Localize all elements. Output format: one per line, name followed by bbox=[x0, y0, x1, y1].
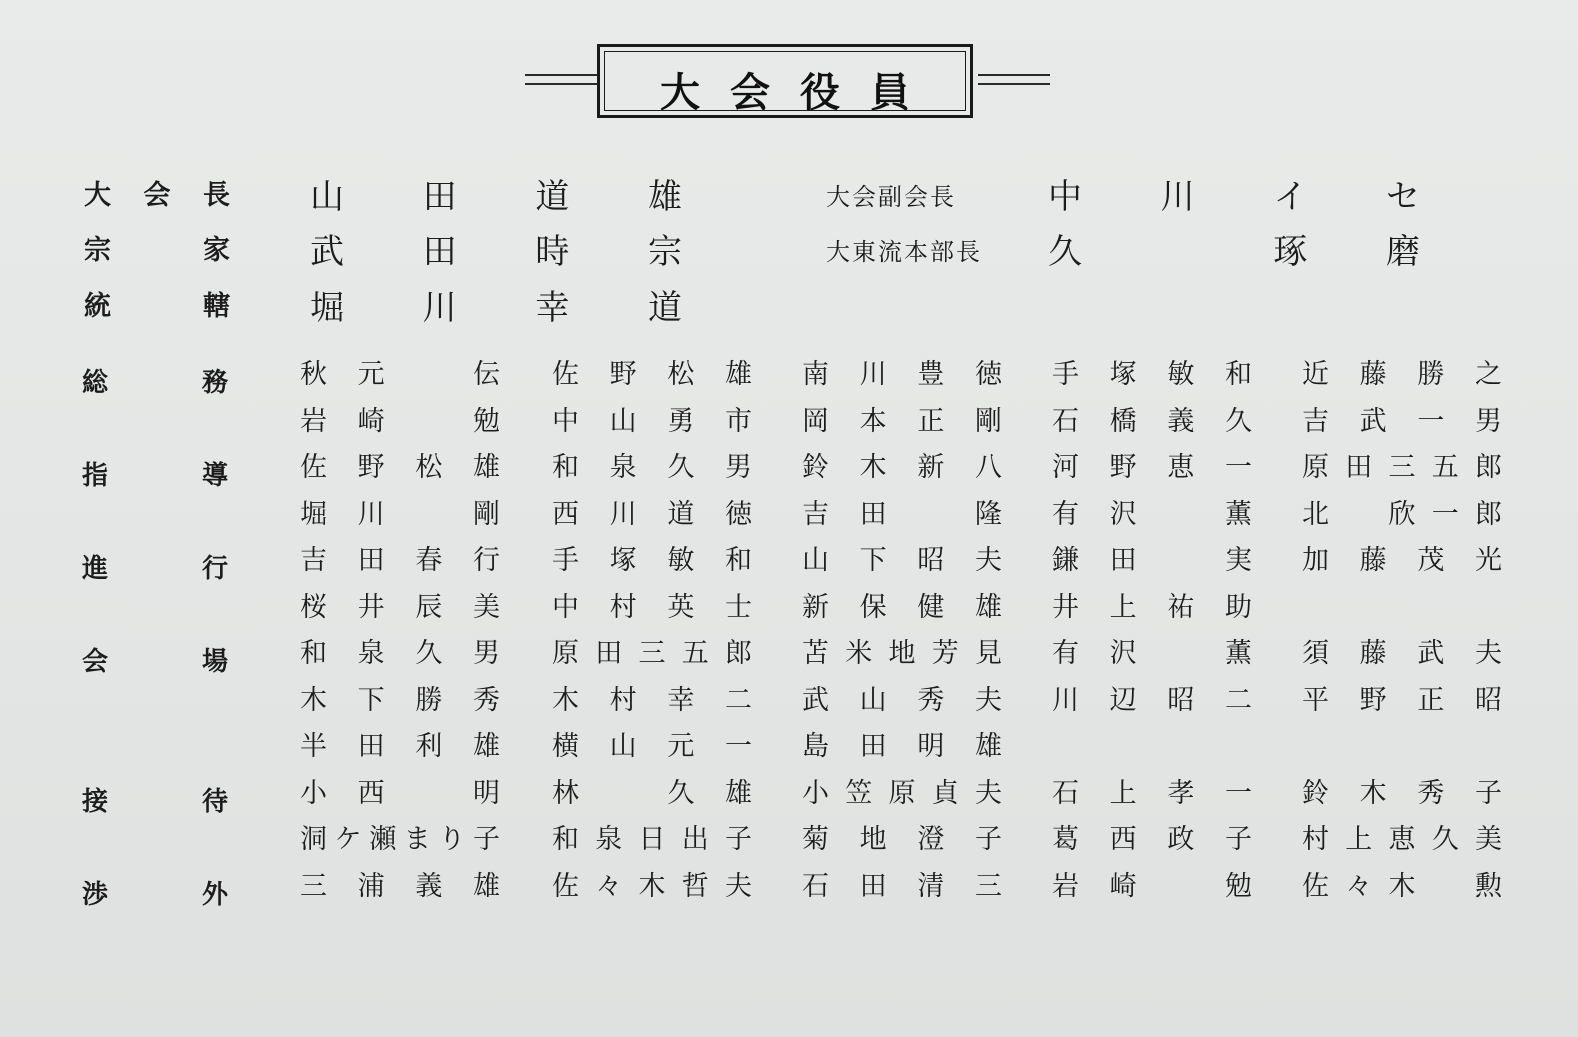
head-subrole-label: 大東流本部長 bbox=[826, 238, 982, 266]
staff-name: 林 久 雄 bbox=[552, 777, 752, 809]
head-role-label: 大 会 長 bbox=[84, 180, 230, 211]
staff-name: 佐 々 木 哲 夫 bbox=[552, 870, 752, 902]
staff-name: 石 橋 義 久 bbox=[1052, 405, 1252, 437]
staff-name: 加 藤 茂 光 bbox=[1302, 545, 1502, 576]
head-name: 山 田 道 雄 bbox=[310, 177, 682, 217]
staff-name: 和 泉 日 出 子 bbox=[552, 824, 752, 855]
staff-name: 新 保 健 雄 bbox=[802, 591, 1002, 623]
staff-name: 吉 田 隆 bbox=[802, 498, 1002, 530]
staff-name: 岡 本 正 剛 bbox=[802, 405, 1002, 437]
staff-name: 佐 々 木 勲 bbox=[1302, 870, 1502, 902]
staff-name: 堀 川 剛 bbox=[300, 498, 500, 530]
staff-name: 川 辺 昭 二 bbox=[1052, 684, 1252, 716]
staff-name: 西 川 道 徳 bbox=[552, 498, 752, 530]
staff-name: 有 沢 薫 bbox=[1052, 638, 1252, 669]
head-subname: 中 川 イ セ bbox=[1048, 177, 1420, 217]
staff-name: 岩 崎 勉 bbox=[300, 405, 500, 437]
staff-role-label: 総 務 bbox=[82, 368, 228, 398]
staff-name: 鈴 木 秀 子 bbox=[1302, 777, 1502, 809]
head-subrole-label: 大会副会長 bbox=[826, 183, 956, 211]
staff-name: 苫 米 地 芳 見 bbox=[802, 638, 1002, 669]
staff-name: 島 田 明 雄 bbox=[802, 731, 1002, 762]
head-name: 堀 川 幸 道 bbox=[310, 288, 682, 328]
staff-name: 菊 地 澄 子 bbox=[802, 824, 1002, 855]
staff-name: 佐 野 松 雄 bbox=[552, 359, 752, 390]
staff-role-label: 接 待 bbox=[82, 786, 228, 817]
staff-name: 和 泉 久 男 bbox=[300, 638, 500, 669]
staff-name: 三 浦 義 雄 bbox=[300, 870, 500, 902]
staff-name: 和 泉 久 男 bbox=[552, 452, 752, 483]
staff-name: 鎌 田 実 bbox=[1052, 545, 1252, 576]
head-role-label: 宗 家 bbox=[84, 235, 230, 266]
staff-role-label: 会 場 bbox=[82, 647, 228, 677]
staff-name: 井 上 祐 助 bbox=[1052, 591, 1252, 623]
title-frame bbox=[525, 44, 1050, 122]
staff-name: 秋 元 伝 bbox=[300, 359, 500, 390]
staff-name: 南 川 豊 徳 bbox=[802, 359, 1002, 390]
staff-name: 桜 井 辰 美 bbox=[300, 591, 500, 623]
staff-name: 小 西 明 bbox=[300, 777, 500, 809]
staff-name: 佐 野 松 雄 bbox=[300, 452, 500, 483]
staff-name: 手 塚 敏 和 bbox=[1052, 359, 1252, 390]
staff-name: 吉 武 一 男 bbox=[1302, 405, 1502, 437]
head-role-label: 統 轄 bbox=[84, 291, 230, 322]
staff-name: 吉 田 春 行 bbox=[300, 545, 500, 576]
head-subname: 久 琢 磨 bbox=[1048, 232, 1420, 272]
staff-name: 中 村 英 士 bbox=[552, 591, 752, 623]
staff-role-label: 進 行 bbox=[82, 554, 228, 584]
staff-name: 木 村 幸 二 bbox=[552, 684, 752, 716]
staff-name: 武 山 秀 夫 bbox=[802, 684, 1002, 716]
staff-name: 小 笠 原 貞 夫 bbox=[802, 777, 1002, 809]
staff-name: 横 山 元 一 bbox=[552, 731, 752, 762]
page-title: 大会役員 bbox=[660, 70, 940, 116]
title-rule bbox=[978, 83, 1050, 85]
staff-name: 石 田 清 三 bbox=[802, 870, 1002, 902]
staff-name: 村 上 恵 久 美 bbox=[1302, 824, 1502, 855]
staff-name: 近 藤 勝 之 bbox=[1302, 359, 1502, 390]
staff-name: 平 野 正 昭 bbox=[1302, 684, 1502, 716]
staff-name: 中 山 勇 市 bbox=[552, 405, 752, 437]
staff-name: 原 田 三 五 郎 bbox=[552, 638, 752, 669]
bleed-through bbox=[150, 0, 176, 260]
title-rule bbox=[978, 74, 1050, 76]
staff-name: 有 沢 薫 bbox=[1052, 498, 1252, 530]
staff-name: 石 上 孝 一 bbox=[1052, 777, 1252, 809]
staff-role-label: 渉 外 bbox=[82, 879, 228, 910]
staff-name: 手 塚 敏 和 bbox=[552, 545, 752, 576]
title-rule bbox=[525, 83, 597, 85]
staff-name: 葛 西 政 子 bbox=[1052, 824, 1252, 855]
head-name: 武 田 時 宗 bbox=[310, 232, 682, 272]
staff-name: 鈴 木 新 八 bbox=[802, 452, 1002, 483]
title-rule bbox=[525, 74, 597, 76]
staff-name: 北 欣 一 郎 bbox=[1302, 498, 1502, 530]
staff-name: 原 田 三 五 郎 bbox=[1302, 452, 1502, 483]
staff-name: 半 田 利 雄 bbox=[300, 731, 500, 762]
staff-name: 洞 ケ 瀬 ま り 子 bbox=[300, 824, 500, 855]
staff-name: 木 下 勝 秀 bbox=[300, 684, 500, 716]
staff-name: 須 藤 武 夫 bbox=[1302, 638, 1502, 669]
staff-name: 岩 崎 勉 bbox=[1052, 870, 1252, 902]
staff-name: 河 野 恵 一 bbox=[1052, 452, 1252, 483]
title-box bbox=[597, 44, 973, 118]
staff-role-label: 指 導 bbox=[82, 461, 228, 491]
staff-name: 山 下 昭 夫 bbox=[802, 545, 1002, 576]
